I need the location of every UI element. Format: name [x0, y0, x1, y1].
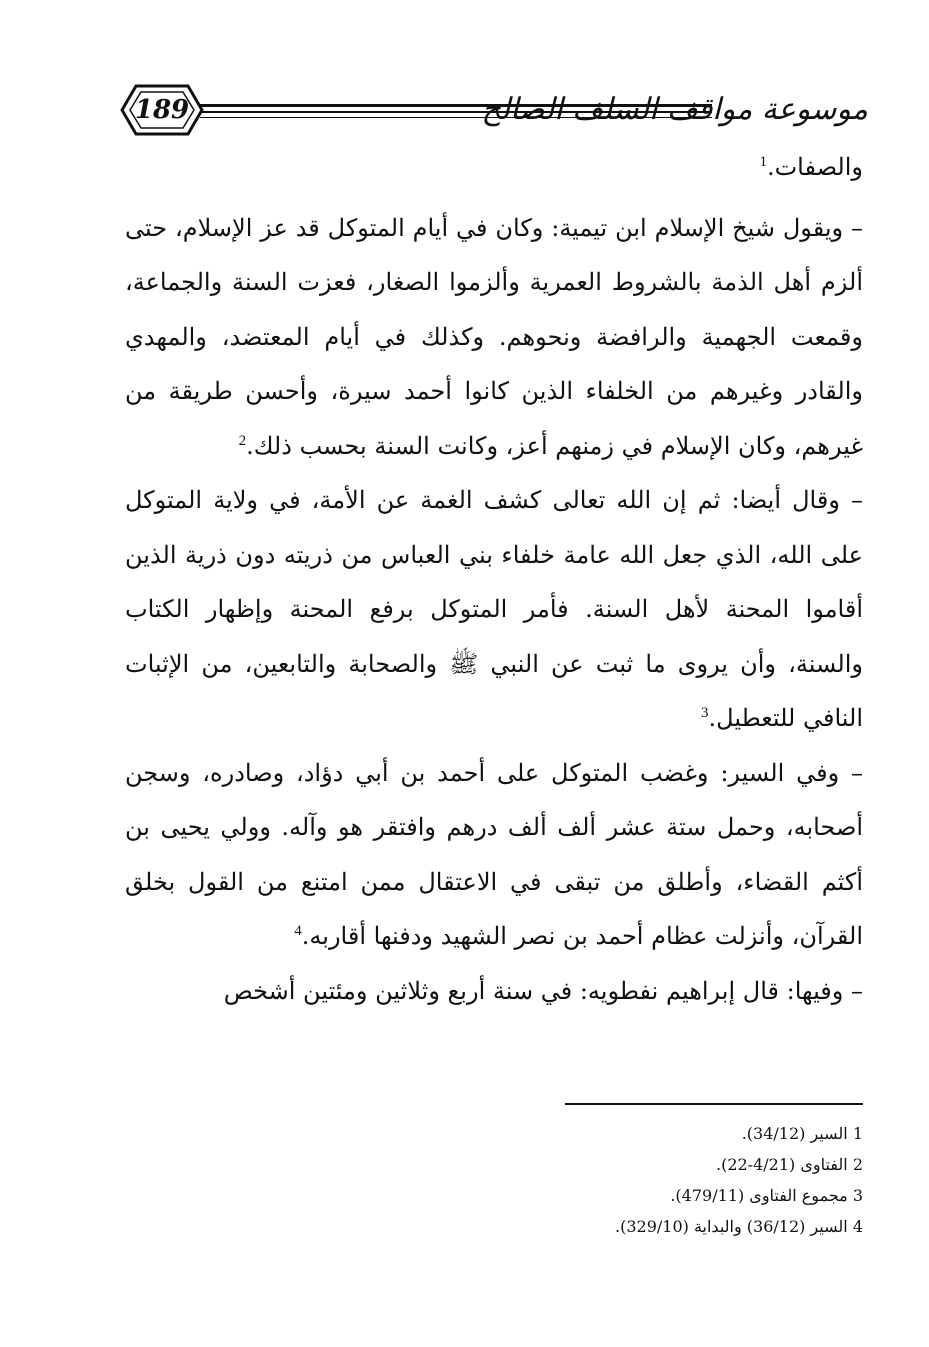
footnote: [125, 1149, 863, 1180]
paragraph: – وفيها: قال إبراهيم نفطويه: في سنة أربع وثلاثين ومئتين أشخص: [223, 976, 863, 1005]
footnote-ref: 1: [759, 154, 767, 170]
footnote-number: 1: [852, 1124, 863, 1143]
footnote: [125, 1180, 863, 1211]
footnote-text: السير (36/12) والبداية (329/10).: [615, 1217, 848, 1236]
paragraph: – وفي السير: وغضب المتوكل على أحمد بن أبي دؤاد، وصادره، وسجن أصحابه، وحمل ستة عشر ألف ألف درهم وافتقر هو وآله. وولي يحيى بن أكثم القضاء، وأطلق من تبقى في الاعتقال ممن امتنع من القول بخلق القرآن، وأنزلت عظام أحمد بن نصر الشهيد ودفنها أقاربه.$^4$: [125, 758, 864, 950]
footnotes: [125, 1118, 863, 1242]
footnote: [125, 1118, 863, 1149]
footnote-number: 2: [852, 1155, 863, 1174]
footnote-text: مجموع الفتاوى (479/11).: [670, 1186, 848, 1205]
footnote-ref: 2: [238, 432, 247, 449]
footnote: [125, 1211, 863, 1242]
footnote-number: 4: [852, 1217, 863, 1236]
main-text: [125, 140, 863, 1018]
footnote-number: 3: [852, 1186, 863, 1205]
footnote-ref: 4: [294, 923, 302, 939]
paragraph: – ويقول شيخ الإسلام ابن تيمية: وكان في أيام المتوكل قد عز الإسلام، حتى ألزم أهل الذمة بالشروط العمرية وألزموا الصغار، فعزت السنة والجماعة، وقمعت الجهمية والرافضة ونحوهم. وكذلك في أيام المعتضد، والمهدي والقادر وغيرهم من الخلفاء الذين كانوا أحمد سيرة، وأحسن طريقة من غيرهم، وكان الإسلام في زمنهم أعز، وكانت السنة بحسب ذلك.$^2$: [125, 213, 863, 460]
footnote-separator: [565, 1103, 863, 1105]
page-header: [118, 80, 868, 144]
paragraph: – وقال أيضا: ثم إن الله تعالى كشف الغمة عن الأمة، في ولاية المتوكل على الله، الذي جعل الله عامة خلفاء بني العباس من ذريته دون ذرية الذين أقاموا المحنة لأهل السنة. فأمر المتوكل برفع المحنة وإظهار الكتاب والسنة، وأن يروى ما ثبت عن النبي ﷺ والصحابة والتابعين، من الإثبات النافي للتعطيل.$^3$: [125, 486, 863, 732]
footnote-ref: 3: [701, 705, 709, 721]
series-title: موسوعة مواقف السلف الصالح: [481, 92, 868, 127]
footnote-text: الفتاوى (4/21-22).: [715, 1155, 848, 1174]
footnote-text: السير (34/12).: [741, 1124, 848, 1143]
paragraph: والصفات.$^1$: [759, 153, 863, 181]
page-number: 189: [134, 95, 190, 125]
